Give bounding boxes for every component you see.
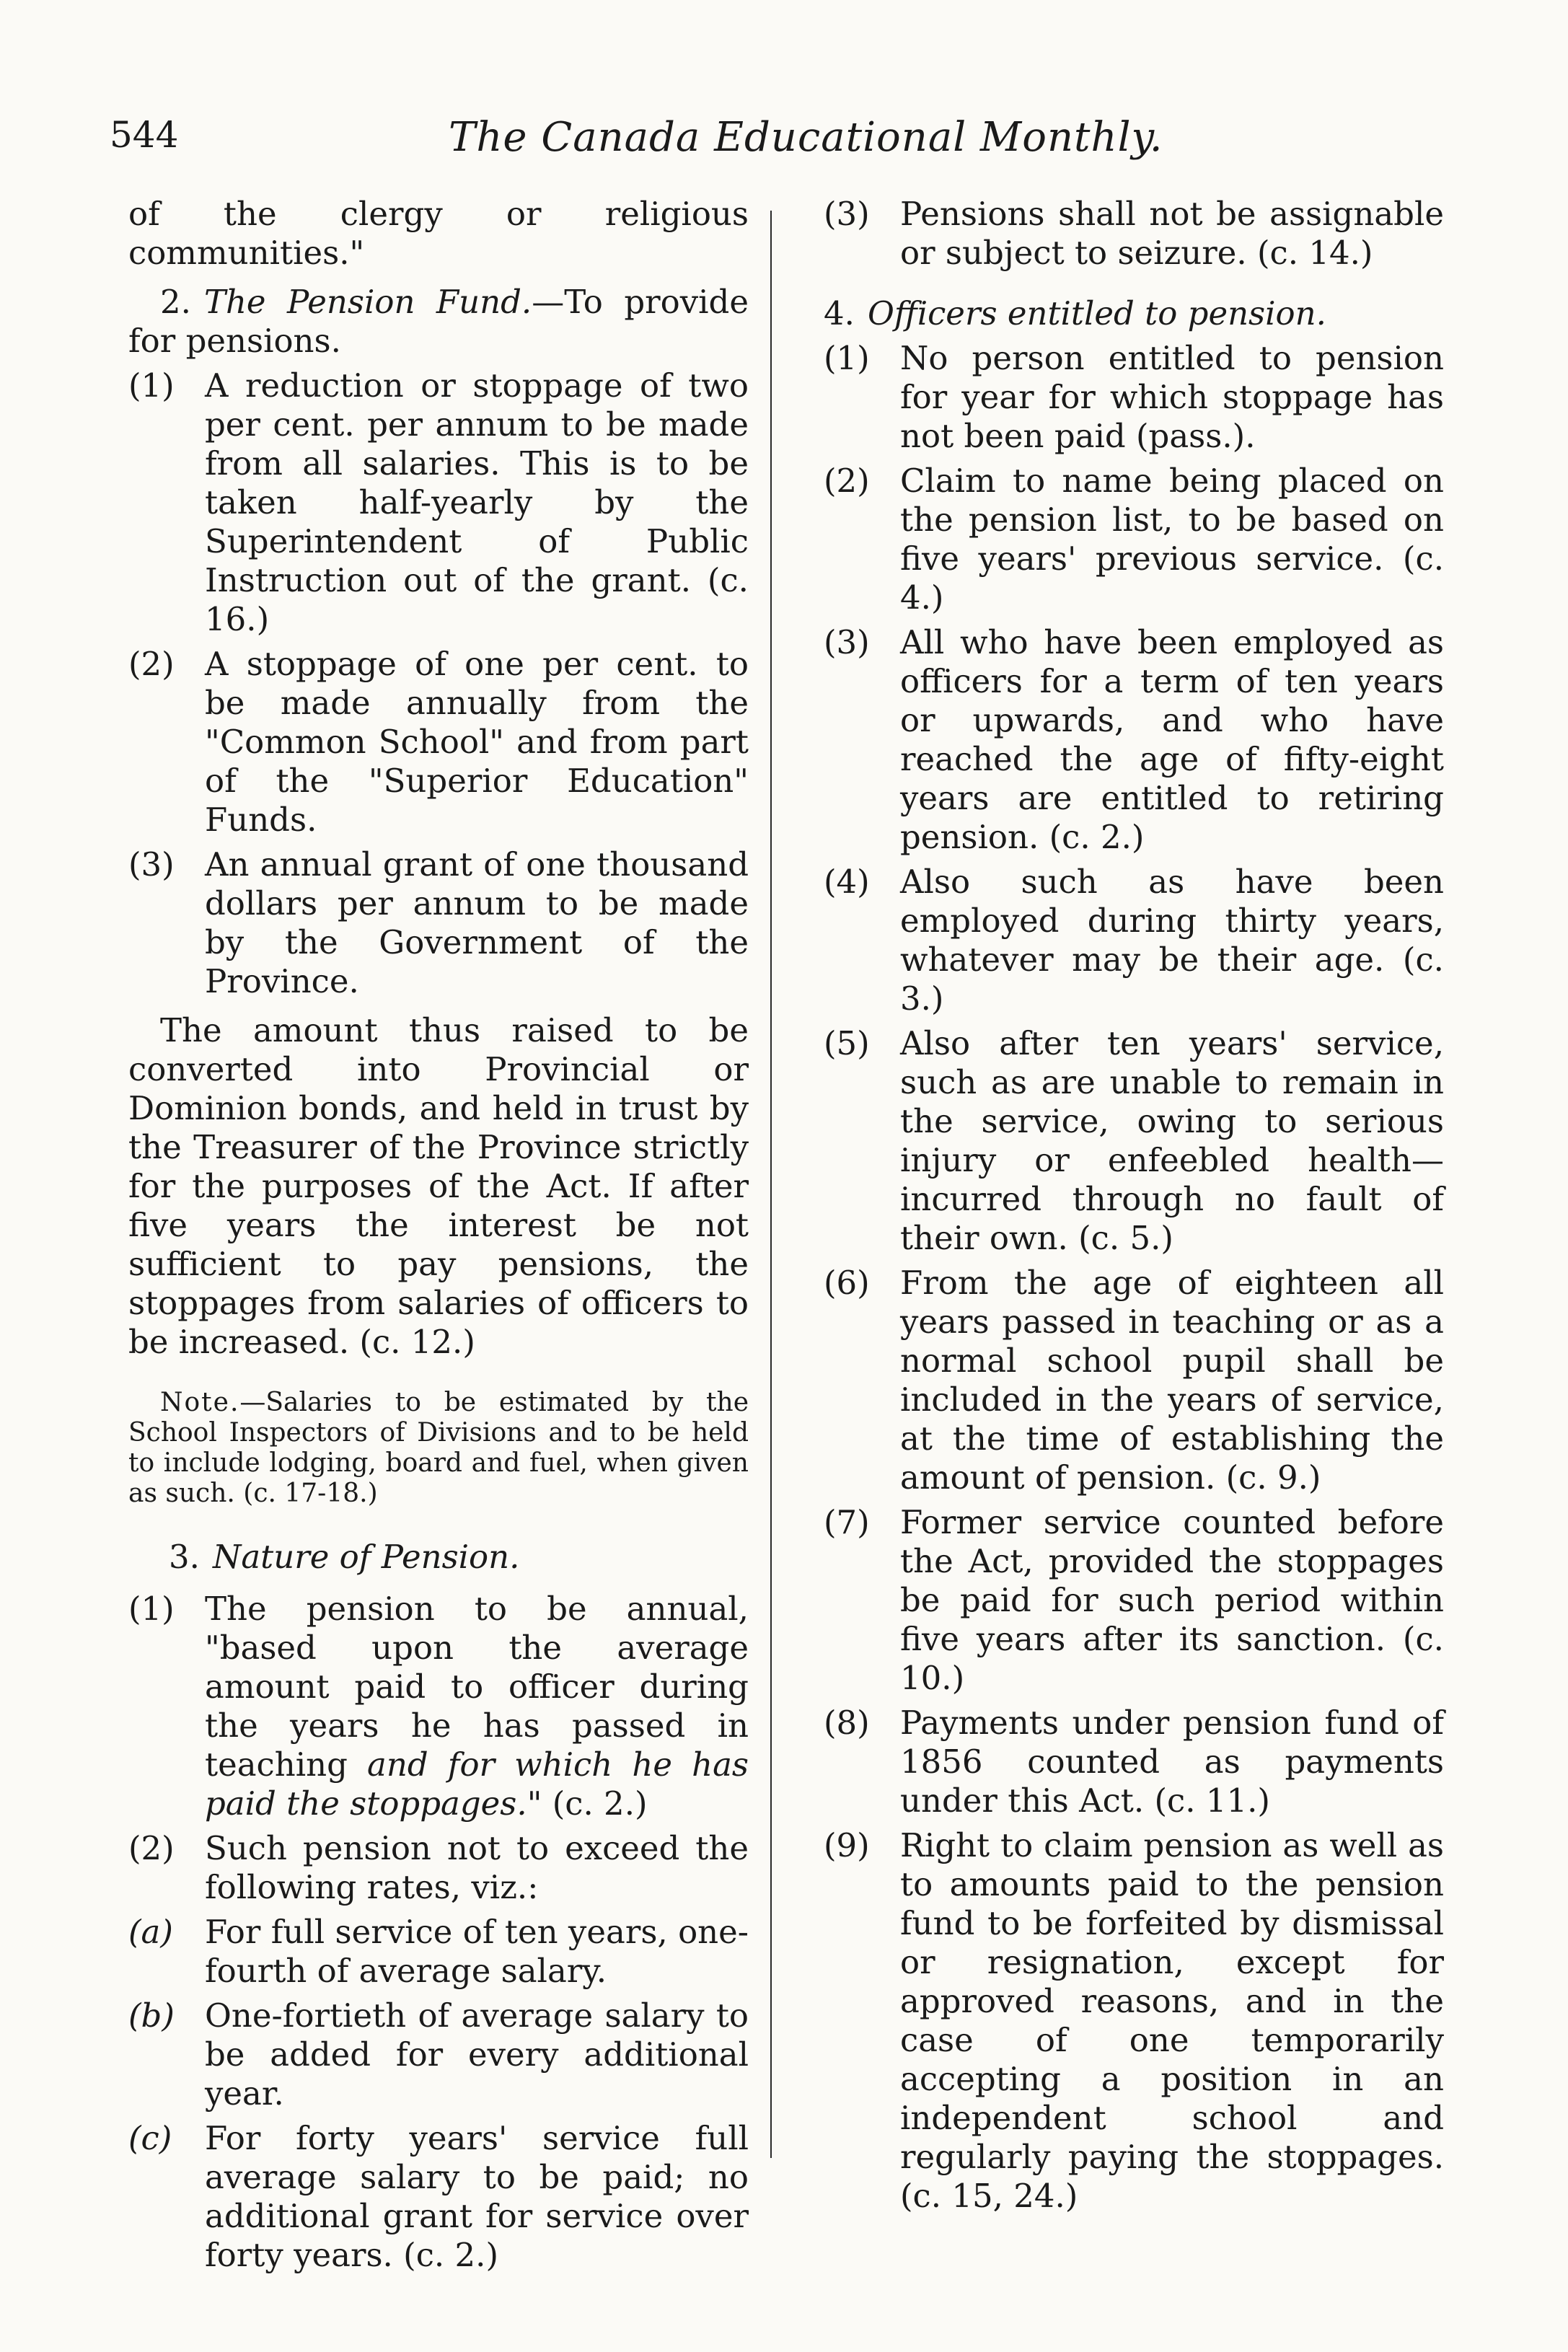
list-item (824, 339, 1444, 456)
list-item (128, 645, 749, 840)
item-text: From the age of eighteen all years passed in teaching or as a normal school pupil shall be included in the years of service, at the time of establishing the amount of pension. (c. 9.) (900, 1264, 1444, 1497)
item-text-italic: and for which he has paid the stoppages. (205, 1745, 749, 1823)
section-title: Officers entitled to pension. (867, 294, 1326, 332)
section-title: The Pension Fund. (203, 283, 532, 321)
list-item (824, 863, 1444, 1018)
item-label: (3) (128, 845, 175, 884)
list-item (128, 366, 749, 639)
list-item (824, 1704, 1444, 1820)
item-text-end: " (c. 2.) (527, 1784, 648, 1823)
section-title: Nature of Pension. (212, 1538, 520, 1576)
item-text: Pensions shall not be assignable or subject to seizure. (c. 14.) (900, 195, 1444, 272)
section-heading-2 (128, 283, 749, 361)
list-item (128, 1590, 749, 1823)
item-label: (2) (128, 1829, 175, 1867)
item-label: (c) (128, 2119, 172, 2157)
note (128, 1388, 749, 1509)
list-item (824, 1503, 1444, 1698)
item-label: (9) (824, 1826, 870, 1864)
paragraph-continuation: of the clergy or religious communities." (128, 195, 749, 272)
item-text: For full service of ten years, one-fourth of average salary. (205, 1913, 749, 1990)
item-text: One-fortieth of average salary to be added for every additional year. (205, 1996, 749, 2113)
running-title: The Canada Educational Monthly. (449, 114, 1163, 161)
item-text: Right to claim pension as well as to amounts paid to the pension fund to be forfeited by dismissal or resignation, except for approved reasons, and in the case of one temporarily accepting a position in an independent school and regularly paying the stoppages. (c. 15, 24.) (900, 1826, 1444, 2215)
item-label: (7) (824, 1503, 870, 1541)
item-label: (8) (824, 1704, 870, 1742)
item-text: The pension to be annual, "based upon the average amount paid to officer during the years he has passed in teaching (205, 1590, 749, 1784)
item-label: (6) (824, 1264, 870, 1302)
item-label: (a) (128, 1913, 173, 1951)
section-number: 2. (160, 283, 191, 321)
note-text: —Salaries to be estimated by the School Inspectors of Divisions and to be held to include lodging, board and fuel, when given as such. (c. 17-18.) (128, 1388, 749, 1508)
section-number: 3. (169, 1538, 200, 1576)
item-text: A stoppage of one per cent. to be made annually from the "Common School" and from part of the "Superior Education" Funds. (205, 645, 749, 839)
list-item (824, 1264, 1444, 1497)
list-item (128, 845, 749, 1001)
item-text: Former service counted before the Act, provided the stoppages be paid for such period within five years after its sanction. (c. 10.) (900, 1503, 1444, 1697)
item-text: For forty years' service full average salary to be paid; no additional grant for service over forty years. (c. 2.) (205, 2119, 749, 2274)
item-label: (4) (824, 863, 870, 901)
list-item (128, 2119, 749, 2275)
paragraph-amount: The amount thus raised to be converted into Provincial or Dominion bonds, and held in trust by the Treasurer of the Province strictly for the purposes of the Act. If after five years the interest be not sufficient to pay pensions, the stoppages from salaries of officers to be increased. (c. 12.) (128, 1011, 749, 1361)
item-label: (1) (824, 339, 870, 377)
item-text: A reduction or stoppage of two per cent. per annum to be made from all salaries. This is to be taken half-yearly by the Superintendent of Public Instruction out of the grant. (c. 16.) (205, 366, 749, 638)
left-column (128, 195, 749, 2275)
item-label: (5) (824, 1024, 870, 1062)
item-text: All who have been employed as officers for a term of ten years or upwards, and who have reached the age of fifty-eight years are entitled to retiring pension. (c. 2.) (900, 623, 1444, 856)
list-item (824, 623, 1444, 857)
list-item (128, 1913, 749, 1991)
item-text: Also such as have been employed during thirty years, whatever may be their age. (c. 3.) (900, 863, 1444, 1018)
item-label: (1) (128, 366, 175, 405)
section-text: —To provide for pensions. (128, 283, 749, 360)
right-column (824, 195, 1444, 2216)
item-label: (3) (824, 623, 870, 661)
section-number: 4. (824, 294, 855, 332)
page-header (110, 114, 1466, 172)
list-item (824, 1826, 1444, 2216)
item-text: No person entitled to pension for year for which stoppage has not been paid (pass.). (900, 339, 1444, 455)
item-label: (2) (824, 462, 870, 500)
list-item (824, 195, 1444, 273)
item-text: Also after ten years' service, such as are unable to remain in the service, owing to serious injury or enfeebled health—incurred through no fault of their own. (c. 5.) (900, 1024, 1444, 1257)
section-heading-3 (169, 1538, 749, 1577)
list-item (128, 1829, 749, 1907)
item-text: Claim to name being placed on the pension list, to be based on five years' previous service. (c. 4.) (900, 462, 1444, 617)
item-label: (b) (128, 1996, 175, 2035)
item-text: Such pension not to exceed the following rates, viz.: (205, 1829, 749, 1906)
column-divider (770, 211, 772, 2158)
note-label: Note. (160, 1388, 240, 1417)
section-heading-4 (824, 294, 1444, 333)
item-text: An annual grant of one thousand dollars per annum to be made by the Government of the Province. (205, 845, 749, 1000)
list-item (824, 1024, 1444, 1258)
list-item (128, 1996, 749, 2113)
list-item (824, 462, 1444, 617)
page-number: 544 (110, 114, 179, 156)
item-text: Payments under pension fund of 1856 counted as payments under this Act. (c. 11.) (900, 1704, 1444, 1820)
item-label: (1) (128, 1590, 175, 1628)
item-label: (2) (128, 645, 175, 683)
item-label: (3) (824, 195, 870, 233)
